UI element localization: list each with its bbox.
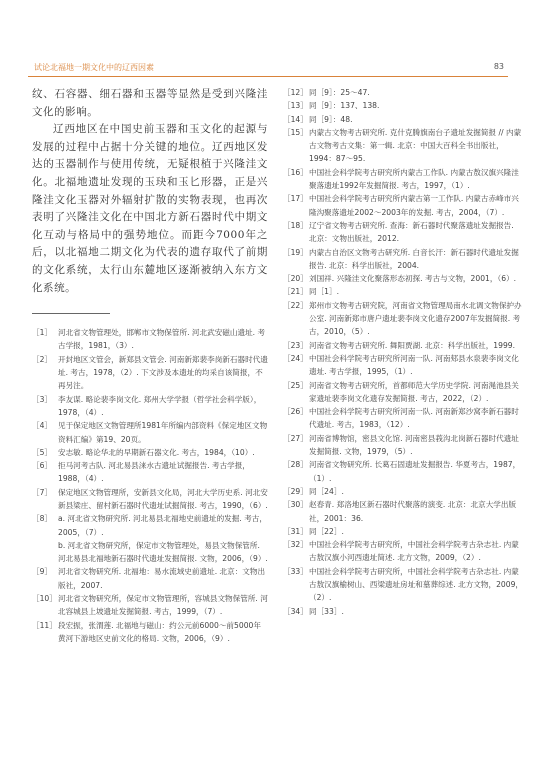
reference-text: 中国社会科学院考古研究所内蒙古第一工作队. 内蒙古赤峰市兴隆沟聚落遗址2002～2003年的发掘. 考古，2004，（7）.	[309, 194, 519, 217]
reference-number: ［21］	[283, 287, 308, 297]
reference-item	[283, 285, 523, 298]
reference-number: ［1］	[32, 328, 53, 338]
reference-number: ［28］	[283, 460, 308, 470]
reference-number: ［6］	[32, 461, 53, 471]
reference-number: ［17］	[283, 194, 308, 204]
reference-text: 中国社会科学院考古研究所河南一队. 河南郏县水泉裴李岗文化遗址. 考古学报，1995，（1）.	[309, 353, 519, 377]
reference-text: 保定地区文物管理所，安新县文化局，河北大学历史系. 河北安新县梁庄、留村新石器时代遗址试掘简报. 考古，1990，（6）.	[58, 487, 268, 510]
reference-text: 李友谋. 略论裴李岗文化. 郑州大学学报（哲学社会科学版），1978，（4）.	[58, 394, 262, 417]
reference-item	[283, 299, 523, 339]
paragraph: 纹、石容器、细石器和玉器等显然是受到兴隆洼文化的影响。	[32, 88, 268, 118]
reference-item	[283, 126, 523, 166]
left-column	[32, 86, 268, 645]
reference-item	[32, 459, 268, 486]
reference-number: ［4］	[32, 421, 53, 431]
reference-text: 中国社会科学院考古研究所，中国社会科学院考古杂志社. 内蒙古敖汉旗榆树山、西梁遗址房址和墓葬综述. 北方文物，2009，（2）.	[309, 566, 523, 603]
reference-text: 安志敏. 略论华北的早期新石器文化. 考古，1984，（10）.	[58, 447, 255, 457]
reference-text: 同［9］：25～47.	[309, 88, 370, 97]
reference-number: ［3］	[32, 394, 53, 404]
reference-item	[283, 405, 523, 432]
reference-text: 河北省文物研究所. 北福地：易水流域史前遗址. 北京：文物出版社，2007.	[58, 567, 266, 590]
reference-text: 同［33］.	[309, 606, 344, 616]
reference-number: ［32］	[283, 540, 308, 550]
reference-number: ［8］	[32, 514, 53, 524]
reference-text: 同［22］.	[309, 526, 344, 536]
reference-number: ［19］	[283, 247, 308, 257]
reference-text: 内蒙古自治区文物考古研究所. 白音长汗：新石器时代遗址发掘报告. 北京：科学出版社，2004.	[309, 247, 519, 270]
reference-item	[283, 485, 523, 498]
reference-item	[32, 353, 268, 393]
reference-text: 河北省文物研究所，保定市文物管理所，容城县文物保管所. 河北容城县上坡遗址发掘简报. 考古，1999，（7）.	[58, 594, 268, 617]
reference-text: 赵春青. 郑洛地区新石器时代聚落的演变. 北京：北京大学出版社，2001：36.	[309, 500, 517, 523]
reference-text: 段宏振，张渭莲. 北福地与磁山：约公元前6000～前5000年黄河下游地区史前文化的格局. 文物，2006，（9）.	[58, 620, 261, 643]
reference-item	[283, 432, 523, 459]
reference-text: 河南省文物研究所. 长葛石固遗址发掘报告. 华夏考古，1987，（1）.	[309, 460, 521, 483]
reference-item	[283, 605, 523, 618]
reference-number: ［9］	[32, 567, 53, 577]
reference-text: 河南省博物馆，密县文化馆. 河南密县莪沟北岗新石器时代遗址发掘简报. 文物，1979，（5）.	[309, 433, 519, 457]
reference-item	[283, 219, 523, 246]
reference-item	[32, 486, 268, 513]
reference-text: 刘国祥. 兴隆洼文化聚落形态初探. 考古与文物，2001，（6）.	[309, 274, 517, 284]
reference-item	[283, 272, 523, 285]
reference-number: ［15］	[283, 127, 308, 137]
paragraph: 辽西地区在中国史前玉器和玉文化的起源与发展的过程中占据十分关键的地位。辽西地区发达的玉器制作与使用传统，无疑根植于兴隆洼文化。北福地遗址发现的玉玦和玉匕形器，正是兴隆洼文化玉器对外辐射扩散的实物表现，也再次表明了兴隆洼文化在中国北方新石器时代中期文化互动与格局中的强势地位。而距今7000年之后，以北福地二期文化为代表的遗存取代了前期的文化系统，太行山东麓地区逐渐被纳入东方文化系统。	[32, 123, 268, 294]
reference-number: ［31］	[283, 526, 308, 536]
reference-number: ［24］	[283, 353, 308, 363]
reference-number: ［34］	[283, 606, 308, 616]
right-column	[283, 86, 523, 618]
reference-item	[32, 326, 268, 353]
reference-number: ［29］	[283, 486, 308, 496]
reference-item	[283, 339, 523, 352]
reference-list-right	[283, 86, 523, 618]
reference-text: 拒马河考古队. 河北易县涞水古遗址试掘报告. 考古学报，1988，（4）.	[58, 461, 250, 484]
reference-text: 河南省文物考古研究所，首都师范大学历史学院. 河南渑池县关家遗址裴李岗文化遗存发掘简报. 考古，2022，（2）.	[309, 380, 519, 403]
reference-item	[32, 419, 268, 446]
running-title: 试论北福地一期文化中的辽西因素	[34, 63, 154, 72]
reference-item	[283, 352, 523, 379]
reference-text: 中国社会科学院考古研究所内蒙古工作队. 内蒙古敖汉旗兴隆洼聚落遗址1992年发掘简报. 考古，1997，（1）.	[309, 167, 519, 191]
reference-text: 内蒙古文物考古研究所. 克什克腾旗南台子遗址发掘简报 // 内蒙古文物考古文集：第一辑. 北京：中国大百科全书出版社，1994：87～95.	[309, 127, 522, 164]
reference-item	[283, 246, 523, 273]
reference-text: 辽宁省文物考古研究所. 查海：新石器时代聚落遗址发掘报告. 北京：文物出版社，2012.	[309, 220, 514, 244]
reference-item	[32, 539, 268, 566]
reference-text: b. 河北省文物研究所，保定市文物管理处，易县文物保管所. 河北易县北福地新石器时代遗址发掘简报. 文物，2006，（9）.	[58, 540, 268, 564]
reference-text: 同［9］：137、138.	[309, 101, 380, 111]
reference-number: ［10］	[32, 594, 57, 604]
reference-item	[32, 446, 268, 459]
reference-text: 见于保定地区文物管理所1981年所编内部资料《保定地区文物资料汇编》第19、20页。	[58, 421, 268, 444]
reference-text: 中国社会科学院考古研究所，中国社会科学院考古杂志社. 内蒙古敖汉旗小河西遗址简述. 北方文物，2009，（2）.	[309, 540, 519, 563]
reference-number: ［23］	[283, 340, 308, 350]
reference-number: ［20］	[283, 274, 308, 284]
reference-number: ［14］	[283, 114, 308, 124]
reference-item	[283, 86, 523, 99]
reference-item	[283, 99, 523, 112]
reference-text: 开封地区文管会，新郑县文管会. 河南新郑裴李岗新石器时代遗址. 考古，1978，（2）. 下文涉及本遗址的均采自该简报，不再另注。	[58, 354, 268, 391]
reference-number: ［12］	[283, 88, 308, 97]
reference-item	[32, 512, 268, 539]
running-header	[28, 62, 522, 74]
reference-item	[283, 379, 523, 406]
reference-item	[283, 166, 523, 193]
page-number: 83	[493, 62, 504, 71]
reference-item	[32, 393, 268, 420]
reference-list-left	[32, 326, 268, 645]
reference-number: ［22］	[283, 300, 308, 310]
reference-item	[283, 113, 523, 126]
reference-text: 同［1］.	[309, 287, 340, 297]
reference-number: ［2］	[32, 354, 53, 364]
reference-text: 郑州市文物考古研究院，河南省文物管理局南水北调文物保护办公室. 河南新郑市唐户遗址裴李岗文化遗存2007年发掘简报. 考古，2010，（5）.	[309, 300, 522, 337]
reference-number: ［26］	[283, 407, 308, 417]
reference-number: ［11］	[32, 620, 57, 630]
reference-item	[283, 525, 523, 538]
reference-item	[32, 592, 268, 619]
body-text	[32, 86, 268, 297]
reference-number: ［5］	[32, 447, 53, 457]
reference-number: ［13］	[283, 101, 308, 111]
reference-text: 同［24］.	[309, 486, 344, 496]
reference-text: 河北省文物管理处，邯郸市文物保管所. 河北武安磁山遗址. 考古学报，1981，（3）.	[58, 328, 266, 351]
reference-number: ［16］	[283, 167, 308, 177]
header-rule	[28, 76, 508, 77]
reference-number: ［18］	[283, 220, 308, 230]
reference-number: ［25］	[283, 380, 308, 390]
reference-number: ［27］	[283, 433, 308, 443]
reference-item	[283, 192, 523, 219]
reference-item	[283, 458, 523, 485]
reference-text: 河南省文物考古研究所. 舞阳贾湖. 北京：科学出版社，1999.	[309, 340, 516, 350]
reference-text: 同［9］：48.	[309, 114, 353, 124]
reference-text: a. 河北省文物研究所. 河北易县北福地史前遗址的发掘. 考古，2005，（7）.	[58, 514, 267, 537]
reference-item	[32, 565, 268, 592]
reference-number: ［7］	[32, 487, 53, 497]
reference-item	[32, 619, 268, 646]
reference-item	[283, 498, 523, 525]
footnote-divider	[32, 313, 110, 314]
reference-number: ［33］	[283, 566, 308, 576]
reference-text: 中国社会科学院考古研究所河南一队. 河南新郑沙窝李新石器时代遗址. 考古，1983，（12）.	[309, 407, 519, 430]
reference-number: ［30］	[283, 500, 308, 510]
reference-number	[32, 539, 58, 566]
reference-item	[283, 538, 523, 565]
reference-item	[283, 565, 523, 605]
